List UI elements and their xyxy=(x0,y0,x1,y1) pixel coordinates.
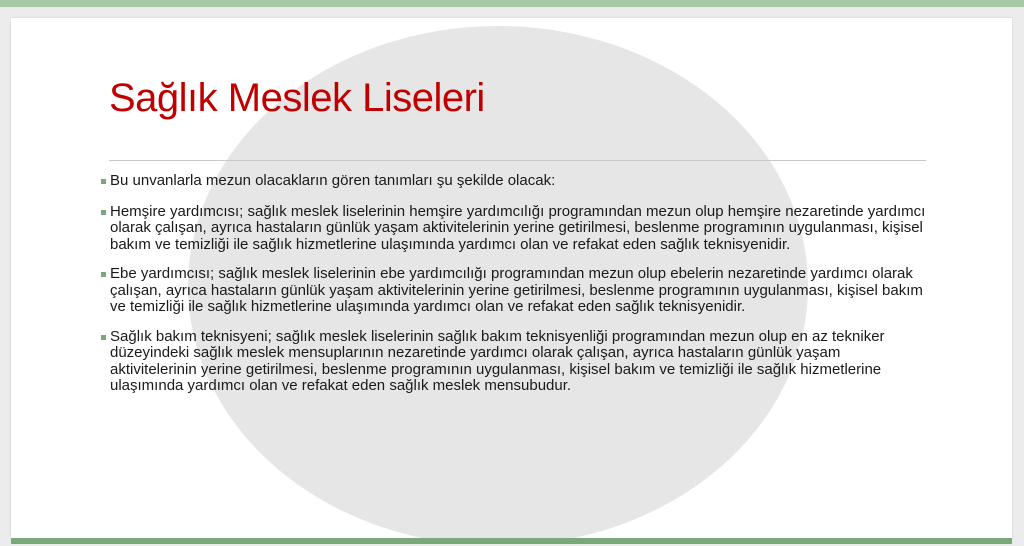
slide xyxy=(11,18,1012,538)
bullet-text: Sağlık bakım teknisyeni; sağlık meslek liselerinin sağlık bakım teknisyenliği programından mezun olup en az tekniker düzeyindeki sağlık meslek mensuplarının nezaretinde yardımcı olarak çalışan, ayrıca hastaların günlük yaşam aktivitelerinin yerine getirilmesi, beslenme programının uygulanması, kişisel bakım ve temizliği ile sağlık hizmetlerine ulaşımında yardımcı olan ve refakat eden sağlık meslek mensubudur. xyxy=(110,327,885,394)
title-divider xyxy=(109,160,926,161)
bullet-paragraph xyxy=(101,266,931,316)
bullet-paragraph xyxy=(101,204,931,254)
bottom-accent-bar xyxy=(11,538,1012,544)
bullet-text: Bu unvanlarla mezun olacakların gören tanımları şu şekilde olacak: xyxy=(110,172,556,189)
bullet-icon xyxy=(101,272,106,277)
top-accent-strip xyxy=(0,0,1024,7)
slide-title: Sağlık Meslek Liseleri xyxy=(109,76,485,120)
bullet-text: Hemşire yardımcısı; sağlık meslek liselerinin hemşire yardımcılığı programından mezun olup hemşire nezaretinde yardımcı olarak çalışan, ayrıca hastaların günlük yaşam aktivitelerinin yerine getirilmesi, beslenme programının uygulanması, kişisel bakım ve temizliği ile sağlık hizmetlerine ulaşımında yardımcı olan ve refakat eden sağlık teknisyenidir. xyxy=(110,202,926,253)
slide-content xyxy=(101,173,931,408)
bullet-paragraph xyxy=(101,329,931,395)
bullet-icon xyxy=(101,210,106,215)
bullet-icon xyxy=(101,179,106,184)
bullet-text: Ebe yardımcısı; sağlık meslek liselerinin ebe yardımcılığı programından mezun olup ebelerin nezaretinde yardımcı olarak çalışan, ayrıca hastaların günlük yaşam aktivitelerinin yerine getirilmesi, beslenme programının uygulanması, kişisel bakım ve temizliği ile sağlık hizmetlerine ulaşımında yardımcı olan ve refakat eden sağlık teknisyenidir. xyxy=(110,265,923,315)
bullet-paragraph xyxy=(101,173,931,190)
bullet-icon xyxy=(101,335,106,340)
